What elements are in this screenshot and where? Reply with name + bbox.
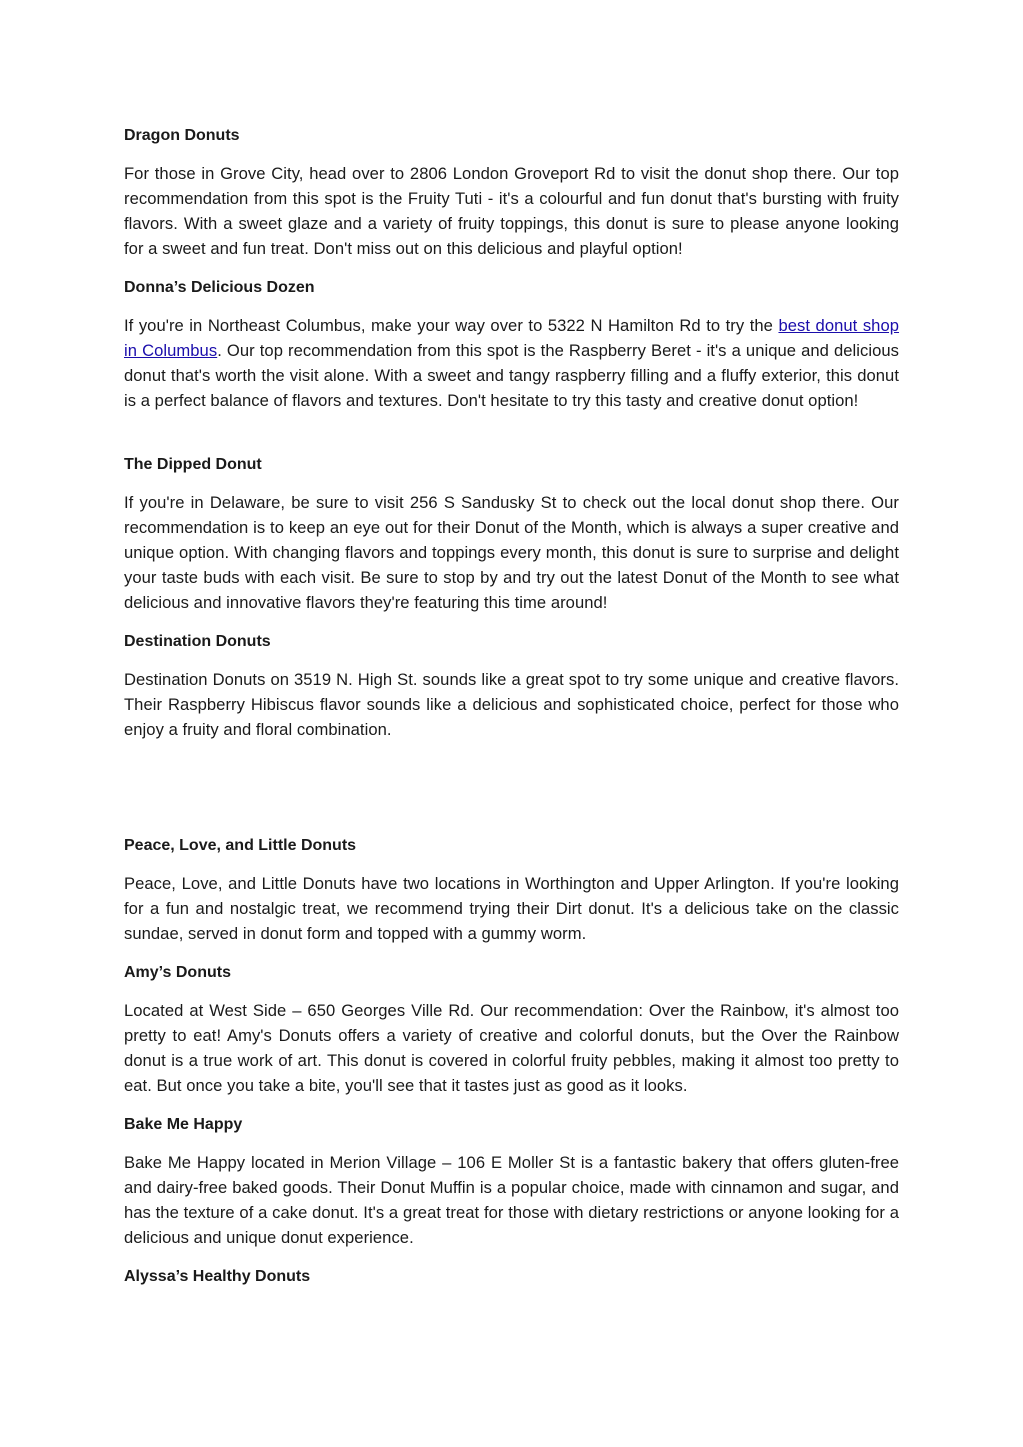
section-body: For those in Grove City, head over to 2806 London Groveport Rd to visit the donut shop there. Our top recommendation from this spot is the Fruity Tuti - it's a colourful and fun donut that's bursting with fruity flavors. With a sweet glaze and a variety of fruity toppings, this donut is sure to please anyone looking for a sweet and fun treat. Don't miss out on this delicious and playful option! xyxy=(124,164,899,258)
body-text-before-link: If you're in Northeast Columbus, make your way over to 5322 N Hamilton Rd to try the xyxy=(124,316,779,335)
section-peace-love-little-donuts xyxy=(124,833,899,946)
section-heading: Destination Donuts xyxy=(124,633,271,650)
section-body: Peace, Love, and Little Donuts have two locations in Worthington and Upper Arlington. If you're looking for a fun and nostalgic treat, we recommend trying their Dirt donut. It's a delicious take on the classic sundae, served in donut form and topped with a gummy worm. xyxy=(124,874,899,943)
section-heading: Amy’s Donuts xyxy=(124,964,231,981)
section-heading: Alyssa’s Healthy Donuts xyxy=(124,1268,311,1285)
section-heading: The Dipped Donut xyxy=(124,456,262,473)
section-body: If you're in Delaware, be sure to visit 256 S Sandusky St to check out the local donut shop there. Our recommendation is to keep an eye out for their Donut of the Month, which is always a super creative and unique option. With changing flavors and toppings every month, this donut is sure to surprise and delight your taste buds with each visit. Be sure to stop by and try out the latest Donut of the Month to see what delicious and innovative flavors they're featuring this time around! xyxy=(124,493,899,612)
section-body: Located at West Side – 650 Georges Ville Rd. Our recommendation: Over the Rainbow, it's almost too pretty to eat! Amy's Donuts offers a variety of creative and colorful donuts, but the Over the Rainbow donut is a true work of art. This donut is covered in colorful fruity pebbles, making it almost too pretty to eat. But once you take a bite, you'll see that it tastes just as good as it looks. xyxy=(124,1001,899,1095)
section-donnas-delicious-dozen xyxy=(124,275,899,413)
best-donut-shop-link[interactable]: best donut shop in Columbus xyxy=(124,316,900,360)
section-heading: Peace, Love, and Little Donuts xyxy=(124,837,357,854)
section-body: Destination Donuts on 3519 N. High St. sounds like a great spot to try some unique and creative flavors. Their Raspberry Hibiscus flavor sounds like a delicious and sophisticated choice, perfect for those who enjoy a fruity and floral combination. xyxy=(124,670,899,739)
body-text-after-link: . Our top recommendation from this spot is the Raspberry Beret - it's a unique and delicious donut that's worth the visit alone. With a sweet and tangy raspberry filling and a fluffy exterior, this donut is a perfect balance of flavors and textures. Don't hesitate to try this tasty and creative donut option! xyxy=(124,341,900,410)
section-body: Bake Me Happy located in Merion Village – 106 E Moller St is a fantastic bakery that offers gluten-free and dairy-free baked goods. Their Donut Muffin is a popular choice, made with cinnamon and sugar, and has the texture of a cake donut. It's a great treat for those with dietary restrictions or anyone looking for a delicious and unique donut experience. xyxy=(124,1153,899,1247)
section-alyssas-healthy-donuts xyxy=(124,1264,899,1289)
section-the-dipped-donut xyxy=(124,452,899,615)
section-amys-donuts xyxy=(124,960,899,1098)
section-heading: Donna’s Delicious Dozen xyxy=(124,279,315,296)
section-bake-me-happy xyxy=(124,1112,899,1250)
section-heading: Dragon Donuts xyxy=(124,127,240,144)
section-heading: Bake Me Happy xyxy=(124,1116,243,1133)
section-body xyxy=(124,313,899,413)
section-dragon-donuts xyxy=(124,123,899,261)
section-destination-donuts xyxy=(124,629,899,742)
